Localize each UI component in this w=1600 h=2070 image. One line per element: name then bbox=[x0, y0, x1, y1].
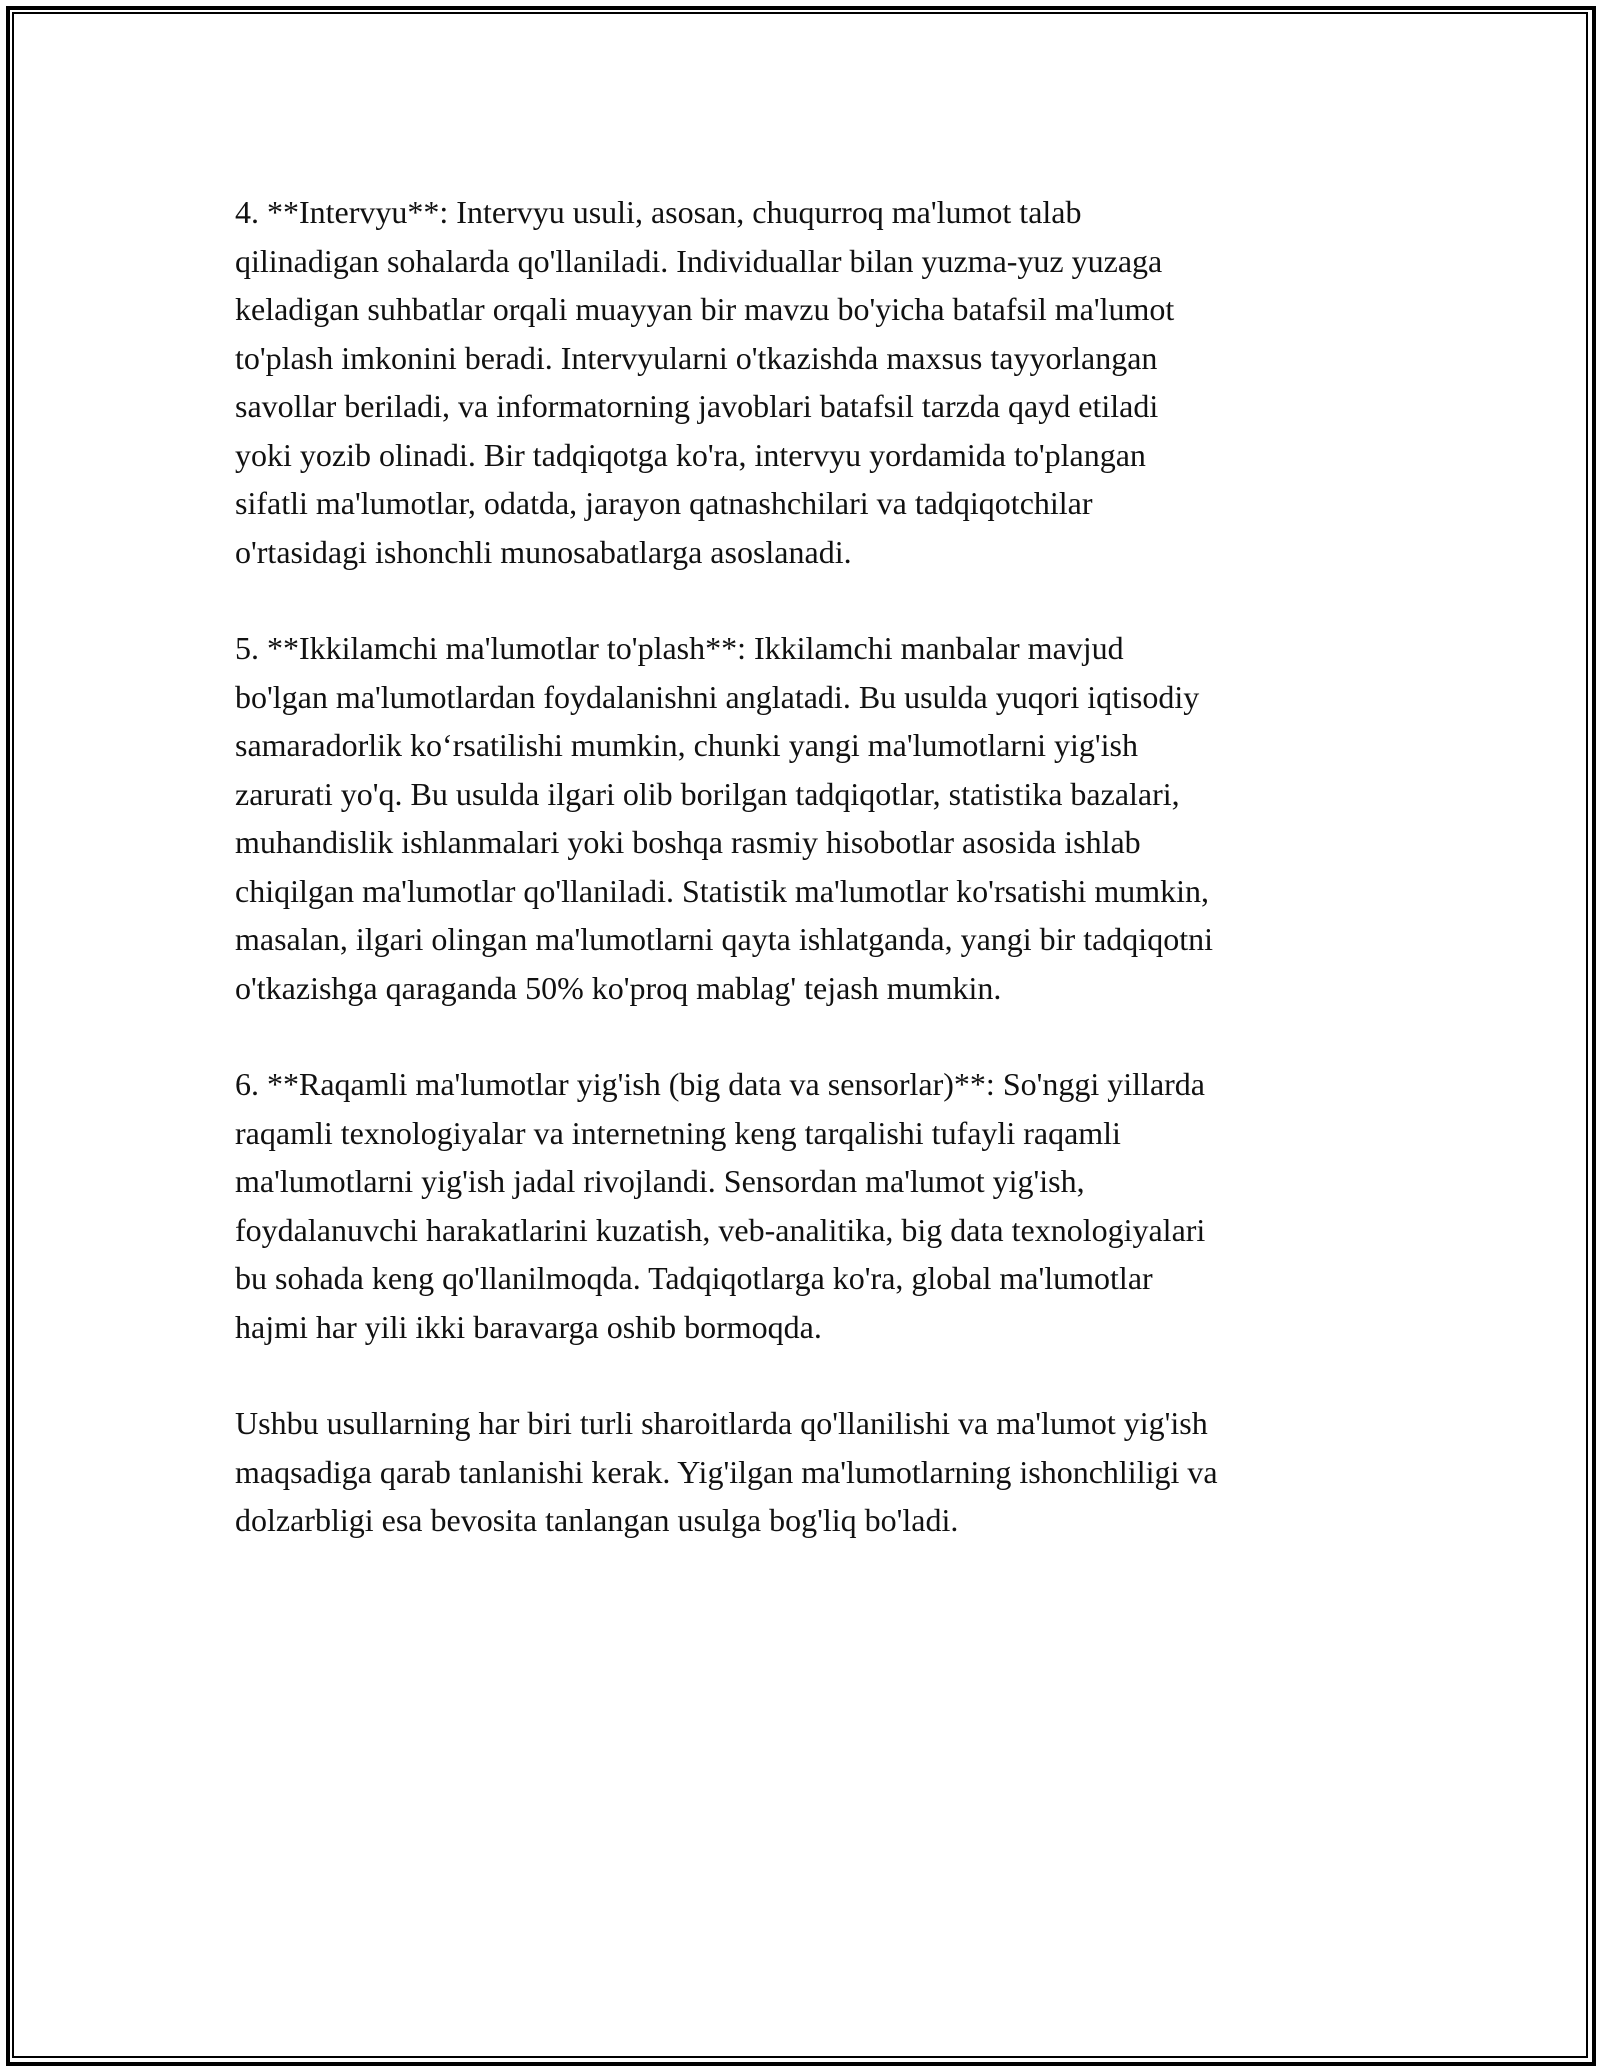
text-line: dolzarbligi esa bevosita tanlangan usulga bog'liq bo'ladi. bbox=[235, 1502, 959, 1538]
text-line: bu sohada keng qo'llanilmoqda. Tadqiqotlarga ko'ra, global ma'lumotlar bbox=[235, 1260, 1153, 1296]
text-line: 4. **Intervyu**: Intervyu usuli, asosan, chuqurroq ma'lumot talab bbox=[235, 194, 1082, 230]
text-line: to'plash imkonini beradi. Intervyularni o'tkazishda maxsus tayyorlangan bbox=[235, 339, 1158, 376]
text-line: maqsadiga qarab tanlanishi kerak. Yig'ilgan ma'lumotlarning ishonchliligi va bbox=[235, 1453, 1218, 1490]
text-line: yoki yozib olinadi. Bir tadqiqotga ko'ra, intervyu yordamida to'plangan bbox=[235, 436, 1146, 473]
paragraph-conclusion bbox=[235, 1399, 1380, 1545]
text-line: zarurati yo'q. Bu usulda ilgari olib borilgan tadqiqotlar, statistika bazalari, bbox=[235, 775, 1180, 812]
text-line: qilinadigan sohalarda qo'llaniladi. Individuallar bilan yuzma-yuz yuzaga bbox=[235, 242, 1163, 279]
text-line: 6. **Raqamli ma'lumotlar yig'ish (big data va sensorlar)**: So'nggi yillarda bbox=[235, 1066, 1205, 1102]
text-line: masalan, ilgari olingan ma'lumotlarni qayta ishlatganda, yangi bir tadqiqotni bbox=[235, 921, 1213, 957]
text-line: foydalanuvchi harakatlarini kuzatish, veb-analitika, big data texnologiyalari bbox=[235, 1211, 1206, 1248]
document-body bbox=[235, 188, 1380, 1593]
text-line: o'tkazishga qaraganda 50% ko'proq mablag' tejash mumkin. bbox=[235, 969, 1002, 1006]
text-line: samaradorlik ko‘rsatilishi mumkin, chunki yangi ma'lumotlarni yig'ish bbox=[235, 727, 1138, 763]
paragraph-raqamli bbox=[235, 1060, 1380, 1351]
text-line: hajmi har yili ikki baravarga oshib bormoqda. bbox=[235, 1308, 822, 1345]
text-line: o'rtasidagi ishonchli munosabatlarga asoslanadi. bbox=[235, 533, 852, 570]
text-line: keladigan suhbatlar orqali muayyan bir mavzu bo'yicha batafsil ma'lumot bbox=[235, 291, 1175, 327]
text-line: bo'lgan ma'lumotlardan foydalanishni anglatadi. Bu usulda yuqori iqtisodiy bbox=[235, 678, 1200, 715]
text-line: muhandislik ishlanmalari yoki boshqa rasmiy hisobotlar asosida ishlab bbox=[235, 824, 1141, 860]
text-line: raqamli texnologiyalar va internetning keng tarqalishi tufayli raqamli bbox=[235, 1114, 1121, 1151]
text-line: ma'lumotlarni yig'ish jadal rivojlandi. Sensordan ma'lumot yig'ish, bbox=[235, 1163, 1085, 1199]
text-line: Ushbu usullarning har biri turli sharoitlarda qo'llanilishi va ma'lumot yig'ish bbox=[235, 1405, 1208, 1441]
text-line: chiqilgan ma'lumotlar qo'llaniladi. Statistik ma'lumotlar ko'rsatishi mumkin, bbox=[235, 872, 1210, 909]
paragraph-ikkilamchi bbox=[235, 624, 1380, 1012]
text-line: 5. **Ikkilamchi ma'lumotlar to'plash**: Ikkilamchi manbalar mavjud bbox=[235, 630, 1124, 666]
text-line: savollar beriladi, va informatorning javoblari batafsil tarzda qayd etiladi bbox=[235, 388, 1159, 424]
text-line: sifatli ma'lumotlar, odatda, jarayon qatnashchilari va tadqiqotchilar bbox=[235, 485, 1093, 521]
paragraph-intervyu bbox=[235, 188, 1380, 576]
